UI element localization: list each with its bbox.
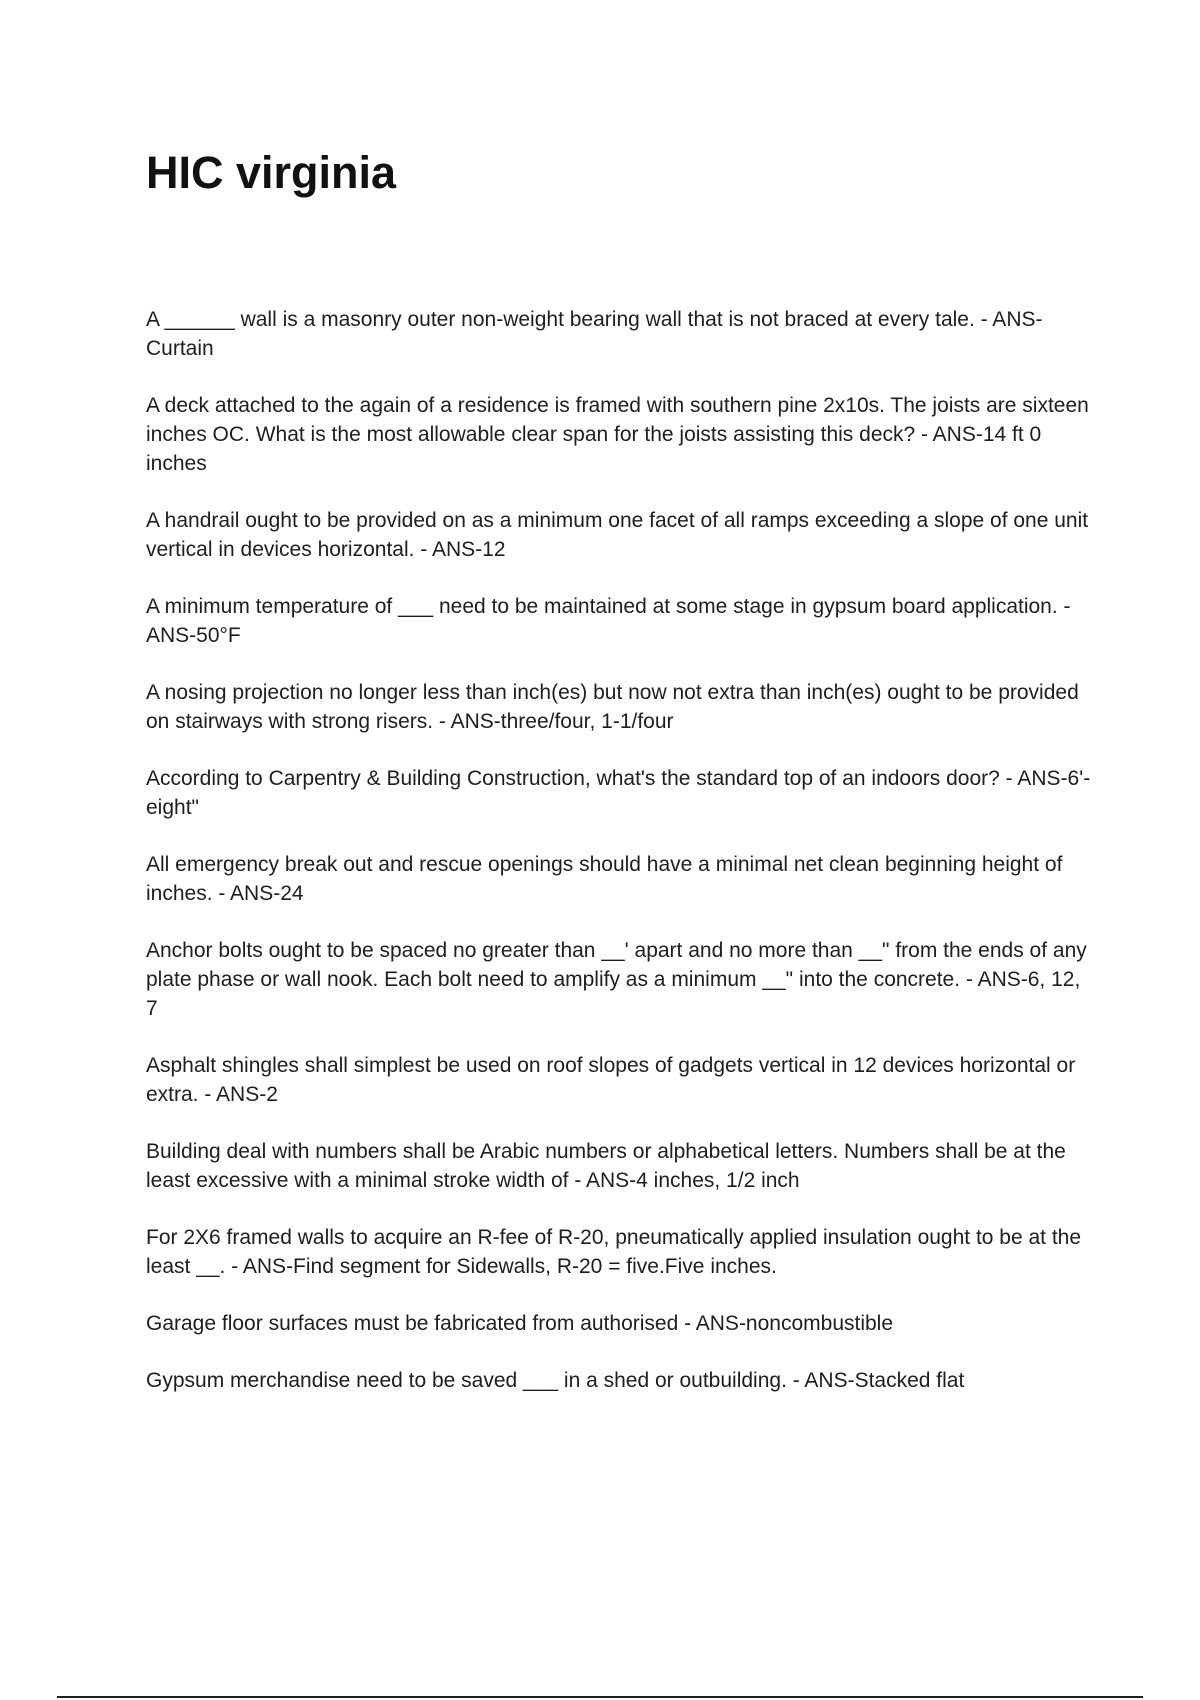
qa-item: According to Carpentry & Building Construction, what's the standard top of an indoors door? - ANS-6'-eight": [146, 767, 1091, 819]
qa-item: All emergency break out and rescue openings should have a minimal net clean beginning height of inches. - ANS-24: [146, 853, 1063, 905]
qa-item: A ______ wall is a masonry outer non-weight bearing wall that is not braced at every tale. - ANS-Curtain: [146, 308, 1043, 360]
qa-item: A handrail ought to be provided on as a minimum one facet of all ramps exceeding a slope of one unit vertical in devices horizontal. - ANS-12: [146, 509, 1089, 561]
qa-list: [146, 305, 1096, 1423]
qa-item: A deck attached to the again of a residence is framed with southern pine 2x10s. The joists are sixteen inches OC. What is the most allowable clear span for the joists assisting this deck? - ANS-14 ft 0 inches: [146, 394, 1089, 475]
page-divider: [57, 1696, 1143, 1698]
qa-item: Building deal with numbers shall be Arabic numbers or alphabetical letters. Numbers shall be at the least excessive with a minimal stroke width of - ANS-4 inches, 1/2 inch: [146, 1140, 1066, 1192]
qa-item: A nosing projection no longer less than inch(es) but now not extra than inch(es) ought to be provided on stairways with strong risers. - ANS-three/four, 1-1/four: [146, 681, 1079, 733]
document-title: HIC virginia: [146, 147, 397, 198]
qa-item: Garage floor surfaces must be fabricated from authorised - ANS-noncombustible: [146, 1312, 894, 1335]
qa-item: A minimum temperature of ___ need to be maintained at some stage in gypsum board application. - ANS-50°F: [146, 595, 1071, 647]
qa-item: Anchor bolts ought to be spaced no greater than __' apart and no more than __" from the ends of any plate phase or wall nook. Each bolt need to amplify as a minimum __" into the concrete. - ANS-6, 12, 7: [146, 939, 1087, 1020]
qa-item: Asphalt shingles shall simplest be used on roof slopes of gadgets vertical in 12 devices horizontal or extra. - ANS-2: [146, 1054, 1076, 1106]
qa-item: Gypsum merchandise need to be saved ___ in a shed or outbuilding. - ANS-Stacked flat: [146, 1369, 965, 1392]
qa-item: For 2X6 framed walls to acquire an R-fee of R-20, pneumatically applied insulation ought to be at the least __. - ANS-Find segment for Sidewalls, R-20 = five.Five inches.: [146, 1226, 1082, 1278]
